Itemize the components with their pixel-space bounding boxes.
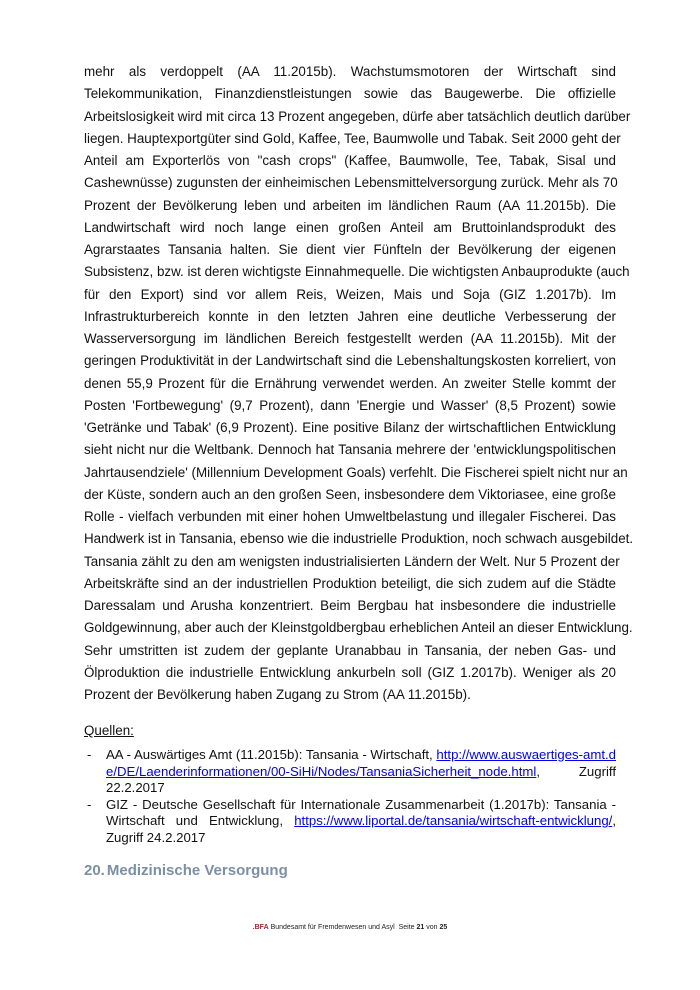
text-line: Anteil am Exporterlös von "cash crops" (Kaffee, Baumwolle, Tee, Tabak, Sisal und [84, 153, 616, 168]
source-link-giz[interactable]: https://www.liportal.de/tansania/wirtschaft-entwicklung/ [294, 813, 613, 828]
text-line: Arbeitskräfte sind an der industriellen Produktion beteiligt, die sich zudem auf die Städte [84, 575, 616, 591]
section-heading [84, 862, 288, 879]
source-access-date: , Zugriff 24.2.2017 [106, 813, 616, 845]
text-line: Prozent der Bevölkerung haben Zugang zu Strom (AA 11.2015b). [84, 687, 471, 702]
source-item-aa [84, 747, 616, 797]
text-line: Prozent der Bevölkerung leben und arbeiten im ländlichen Raum (AA 11.2015b). Die [84, 197, 616, 213]
list-dash: - [87, 747, 92, 762]
text-line: Wasserversorgung im ländlichen Bereich festgestellt werden (AA 11.2015b). Mit der [84, 331, 616, 346]
footer-org: Bundesamt für Fremdenwesen und Asyl [270, 924, 395, 931]
text-line: Ölproduktion die industrielle Entwicklung ankurbeln soll (GIZ 1.2017b). Weniger als 20 [84, 664, 616, 680]
sources-heading: Quellen: [84, 723, 134, 738]
footer-page-total: 25 [439, 924, 448, 931]
text-line: Arbeitslosigkeit wird mit circa 13 Prozent angegeben, dürfe aber tatsächlich deutlich darüber [84, 108, 631, 124]
text-line: sieht nicht nur die Weltbank. Dennoch hat Tansania mehrere der 'entwicklungspolitischen [84, 442, 616, 458]
text-line: liegen. Hauptexportgüter sind Gold, Kaffee, Tee, Baumwolle und Tabak. Seit 2000 geht der [84, 130, 621, 146]
body-paragraph [84, 61, 634, 706]
text-line: Goldgewinnung, aber auch der Kleinstgoldbergbau erheblichen Anteil an dieser Entwicklung. [84, 620, 633, 636]
text-line: Cashewnüsse) zugunsten der einheimischen Lebensmittelversorgung zurück. Mehr als 70 [84, 175, 618, 191]
source-link-aa[interactable]: http://www.auswaertiges-amt.de/DE/Laenderinformationen/00-SiHi/Nodes/TansaniaSicherheit_node.html [106, 747, 616, 779]
text-line: Daressalam und Arusha konzentriert. Beim Bergbau hat insbesondere die industrielle [84, 598, 616, 613]
section-title: Medizinische Versorgung [106, 862, 288, 879]
footer-of-label: von [426, 924, 438, 931]
text-line: Infrastrukturbereich konnte in den letzten Jahren eine deutliche Verbesserung der [84, 308, 616, 324]
source-text: GIZ - Deutsche Gesellschaft für Internationale Zusammenarbeit (1.2017b): Tansania - Wirtschaft und Entwicklung, [106, 796, 616, 828]
text-line: geringen Produktivität in der Landwirtschaft sind die Lebenshaltungskosten korreliert, von [84, 353, 616, 369]
source-access-date: , Zugriff 22.2.2017 [106, 763, 616, 795]
text-line: Agrarstaates Tansania halten. Sie dient vier Fünfteln der Bevölkerung der eigenen [84, 242, 616, 257]
list-dash: - [87, 796, 92, 812]
page-footer [0, 924, 700, 931]
text-line: 'Getränke und Tabak' (6,9 Prozent). Eine positive Bilanz der wirtschaftlichen Entwicklung [84, 420, 616, 435]
text-line: Subsistenz, bzw. ist deren wichtigste Einnahmequelle. Die wichtigsten Anbauprodukte (auch [84, 264, 630, 280]
source-text: AA - Auswärtiges Amt (11.2015b): Tansania - Wirtschaft, [106, 747, 437, 762]
footer-logo: .BFA [252, 924, 269, 931]
text-line: der Küste, sondern auch an den großen Seen, insbesondere dem Viktoriasee, eine große [84, 486, 616, 502]
footer-page-label: Seite [398, 924, 415, 931]
text-line: Posten 'Fortbewegung' (9,7 Prozent), dann 'Energie und Wasser' (8,5 Prozent) sowie [84, 397, 616, 413]
text-line: für den Export) sind vor allem Reis, Weizen, Mais und Soja (GIZ 1.2017b). Im [84, 286, 616, 302]
text-line: Landwirtschaft wird noch lange einen großen Anteil am Bruttoinlandsprodukt des [84, 219, 616, 235]
text-line: Handwerk ist in Tansania, ebenso wie die industrielle Produktion, noch schwach ausgebildet. [84, 531, 634, 547]
source-item-giz [84, 797, 616, 847]
text-line: Telekommunikation, Finanzdienstleistungen sowie das Baugewerbe. Die offizielle [84, 86, 616, 102]
text-line: Sehr umstritten ist zudem der geplante Uranabbau in Tansania, der neben Gas- und [84, 642, 616, 658]
sources-list [84, 747, 616, 846]
text-line: Rolle - vielfach verbunden mit einer hohen Umweltbelastung und illegaler Fischerei. Das [84, 509, 616, 524]
text-line: mehr als verdoppelt (AA 11.2015b). Wachstumsmotoren der Wirtschaft sind [84, 64, 616, 79]
text-line: Tansania zählt zu den am wenigsten industrialisierten Ländern der Welt. Nur 5 Prozent der [84, 553, 620, 569]
footer-page-number: 21 [416, 924, 425, 931]
text-line: Jahrtausendziele' (Millennium Development Goals) verfehlt. Die Fischerei spielt nicht nur an [84, 464, 628, 480]
section-number: 20. [84, 862, 105, 879]
text-line: denen 55,9 Prozent für die Ernährung verwendet werden. An zweiter Stelle kommt der [84, 375, 616, 391]
